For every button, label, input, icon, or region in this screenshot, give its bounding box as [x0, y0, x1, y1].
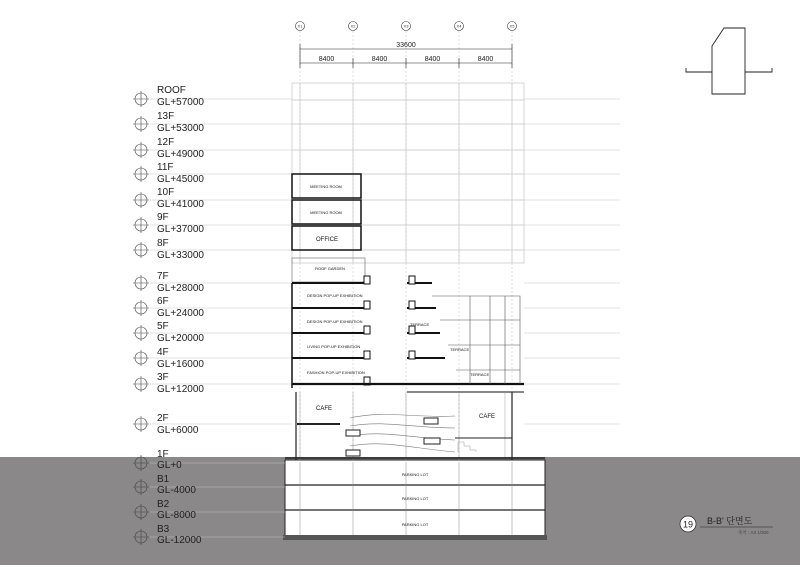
level-gl: GL+57000	[157, 97, 204, 108]
room-label: PARKING LOT	[401, 522, 429, 527]
overall-dimension: 33600	[396, 42, 416, 49]
level-name: 3F	[157, 372, 169, 383]
grid-axis-x5	[508, 22, 517, 31]
level-name: 9F	[157, 212, 169, 223]
level-gl: GL+45000	[157, 174, 204, 185]
level-gl: GL+24000	[157, 308, 204, 319]
level-marker-icon	[133, 91, 149, 107]
bay-dimension: 8400	[371, 56, 388, 63]
level-name: 11F	[157, 162, 174, 173]
drawing-scale: 축척 : A3 1/300	[738, 530, 769, 535]
upper-tower-faint	[292, 83, 524, 263]
room-label: TERRACE	[470, 372, 490, 377]
grid-axis-x1	[296, 22, 305, 31]
level-marker-icon	[133, 325, 149, 341]
level-marker-icon	[133, 192, 149, 208]
level-marker-icon	[133, 166, 149, 182]
level-name: 1F	[157, 449, 169, 460]
level-gl: GL+16000	[157, 359, 204, 370]
level-name: 7F	[157, 271, 169, 282]
bay-dimension: 8400	[477, 56, 494, 63]
level-name: 5F	[157, 321, 169, 332]
grid-axis-label: X5	[509, 23, 515, 29]
level-name: B1	[157, 474, 170, 485]
room-label: OFFICE	[316, 237, 338, 243]
level-gl: GL+6000	[157, 425, 199, 436]
level-marker-icon	[133, 376, 149, 392]
grid-axis-label: X4	[456, 23, 462, 29]
level-gl: GL-12000	[157, 535, 202, 546]
room-label: ROOF GARDEN	[315, 266, 345, 271]
level-name: 13F	[157, 111, 175, 122]
grid-axis-x4	[455, 22, 464, 31]
bay-dimension: 8400	[318, 56, 335, 63]
sheet-number: 19	[682, 519, 694, 530]
room-label: TERRACE	[450, 347, 470, 352]
terraces	[432, 296, 520, 384]
level-name: 4F	[157, 347, 169, 358]
level-gl: GL+12000	[157, 384, 204, 395]
level-marker-icon	[133, 300, 149, 316]
level-gl: GL+0	[157, 460, 182, 471]
room-label: DESIGN POP-UP EXHIBITION	[307, 293, 363, 298]
level-gl: GL-4000	[157, 485, 196, 496]
level-name: B2	[157, 499, 170, 510]
level-name: 2F	[157, 413, 169, 424]
grid-axis-x3	[402, 22, 411, 31]
grid-axis-label: X2	[350, 23, 356, 29]
level-name: 12F	[157, 137, 175, 148]
level-marker-icon	[133, 350, 149, 366]
level-marker-icon	[133, 142, 149, 158]
level-marker-icon	[133, 416, 149, 432]
level-marker-icon	[133, 116, 149, 132]
grid-axis-label: X3	[403, 23, 409, 29]
room-label: MEETING ROOM	[310, 184, 342, 189]
foundation-slab	[283, 535, 547, 540]
room-label: TERRACE	[410, 322, 430, 327]
level-name: 10F	[157, 187, 175, 198]
room-label: PARKING LOT	[401, 496, 429, 501]
grid-axis-label: X1	[297, 23, 303, 29]
level-gl: GL+53000	[157, 123, 204, 134]
room-label: CAFE	[478, 414, 496, 420]
lobby-volume	[285, 392, 545, 460]
level-gl: GL+37000	[157, 224, 204, 235]
key-plan	[686, 28, 772, 94]
level-name: ROOF	[157, 85, 186, 96]
drawing-title: B-B' 단면도	[707, 516, 753, 526]
level-marker-icon	[133, 275, 149, 291]
room-label: LIVING POP-UP EXHIBITION	[307, 344, 361, 349]
room-label: FASHION POP-UP EXHIBITION	[307, 370, 365, 375]
room-label: CAFE	[315, 406, 333, 412]
level-gl: GL+41000	[157, 199, 204, 210]
room-label: MEETING ROOM	[310, 210, 342, 215]
level-gl: GL-8000	[157, 510, 196, 521]
level-marker-icon	[133, 242, 149, 258]
level-name: B3	[157, 524, 170, 535]
level-gl: GL+33000	[157, 250, 204, 261]
level-gl: GL+20000	[157, 333, 204, 344]
level-gl: GL+28000	[157, 283, 204, 294]
level-name: 6F	[157, 296, 169, 307]
bay-dimension: 8400	[424, 56, 441, 63]
room-label: PARKING LOT	[401, 472, 429, 477]
grid-axis-x2	[349, 22, 358, 31]
level-gl: GL+49000	[157, 149, 204, 160]
room-label: DESIGN POP-UP EXHIBITION	[307, 319, 363, 324]
level-name: 8F	[157, 238, 169, 249]
level-marker-icon	[133, 217, 149, 233]
